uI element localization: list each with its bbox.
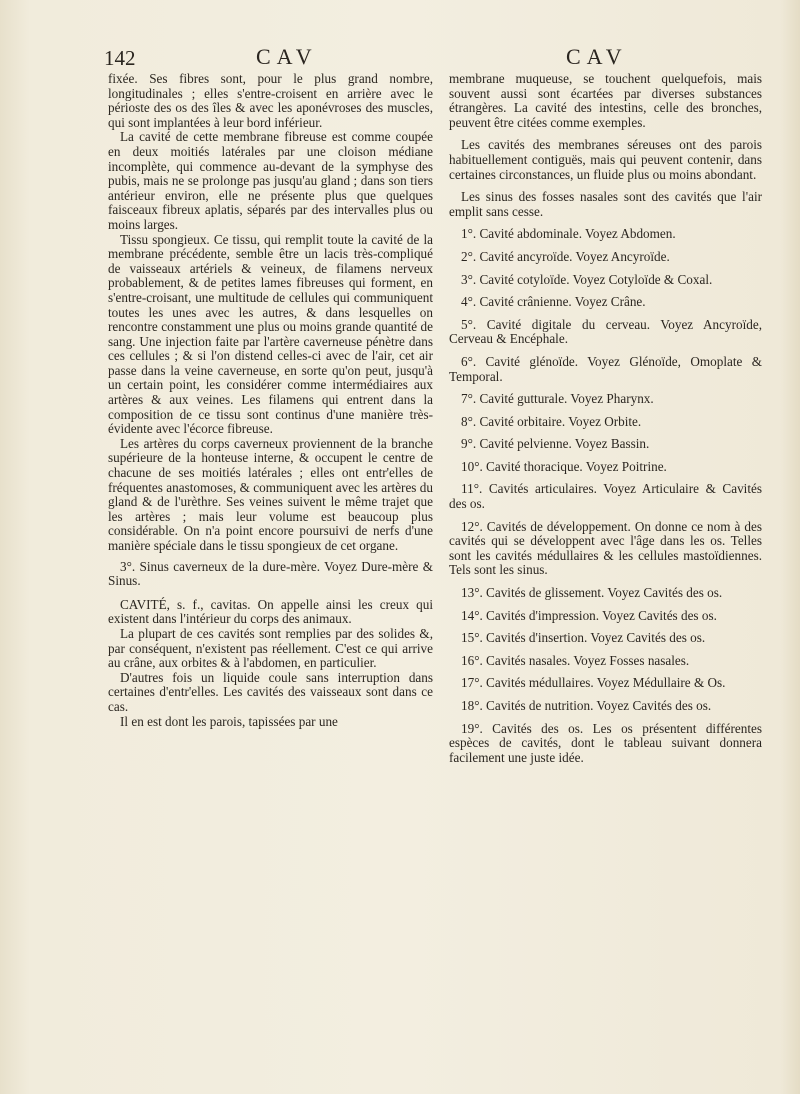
paragraph: Les cavités des membranes séreuses ont des parois habituellement contiguës, mais qui peuvent contenir, dans certaines circonstances, un fluide plus ou moins abondant. <box>449 137 762 182</box>
right-running-title: CAV <box>566 44 628 69</box>
paragraph: Les artères du corps caverneux proviennent de la branche supérieure de la honteuse interne, & occupent le centre de chacune de ses moitiés latérales ; elles ont entr'elles de fréquentes anastomoses, & communiquent avec les artères du gland & de l'urèthre. Ses veines suivent le même trajet que les artères ; mais leur volume est beaucoup plus considérable. On n'a point encore poursuivi de nerfs d'une manière spéciale dans le tissu spongieux de cet organe. <box>108 435 433 553</box>
right-column <box>449 72 762 765</box>
page-number: 142 <box>104 46 136 70</box>
paragraph: Les sinus des fosses nasales sont des cavités que l'air emplit sans cesse. <box>449 189 762 219</box>
list-item: 1°. Cavité abdominale. Voyez Abdomen. <box>461 226 676 242</box>
list-item: 8°. Cavité orbitaire. Voyez Orbite. <box>461 413 642 429</box>
paragraph: Tissu spongieux. Ce tissu, qui remplit toute la cavité de la membrane précédente, semble être un lacis très-compliqué de vaisseaux artériels & veineux, de filamens nerveux probablement, & de petites lames fibreuses qui forment, en s'entre-croisant, une multitude de cellules qui communiquent toutes les unes avec les autres, & dans lesquelles on rencontre constamment une plus ou moins grande quantité de sang. Une injection faite par l'artère caverneuse pénètre dans ces cellules ; & si l'on distend celles-ci avec de l'air, cet air passe dans la veine caverneuse, en sorte qu'on peut, jusqu'à un certain point, les considérer comme intermédiaires aux artères & aux veines. Les filamens qui entrent dans la composition de ce tissu sont continus d'une manière très-évidente avec l'écorce fibreuse. <box>108 231 433 437</box>
paragraph: Il en est dont les parois, tapissées par une <box>120 713 338 729</box>
list-item: 14°. Cavités d'impression. Voyez Cavités des os. <box>461 607 717 623</box>
list-item: 18°. Cavités de nutrition. Voyez Cavités des os. <box>461 698 712 713</box>
list-item: 10°. Cavité thoracique. Voyez Poitrine. <box>461 458 667 474</box>
list-item: 6°. Cavité glénoïde. Voyez Glénoïde, Omoplate & Temporal. <box>449 353 762 384</box>
paragraph: La plupart de ces cavités sont remplies par des solides &, par conséquent, n'existent pas réellement. C'est ce qui arrive au crâne, aux orbites & à l'abdomen, en particulier. <box>108 625 433 671</box>
list-item: 7°. Cavité gutturale. Voyez Pharynx. <box>461 391 654 407</box>
list-item: 2°. Cavité ancyroïde. Voyez Ancyroïde. <box>461 248 670 264</box>
paragraph: D'autres fois un liquide coule sans interruption dans certaines d'entr'elles. Les cavités des vaisseaux sont dans ce cas. <box>108 669 433 714</box>
list-item: 4°. Cavité crânienne. Voyez Crâne. <box>461 294 646 310</box>
list-item: 16°. Cavités nasales. Voyez Fosses nasales. <box>461 652 690 668</box>
paragraph: membrane muqueuse, se touchent quelquefois, mais souvent aussi sont écartées par diverses substances étrangères. La cavité des intestins, celle des bronches, peuvent être citées comme exemples. <box>449 71 762 130</box>
list-item: 12°. Cavités de développement. On donne ce nom à des cavités qui se développent avec l'âge dans les os. Telles sont les cavités médullaires & les cellules mastoïdiennes. Tels sont les sinus. <box>449 518 762 578</box>
paragraph: fixée. Ses fibres sont, pour le plus grand nombre, longitudinales ; elles s'entre-croisent en arrière avec le périoste des os des îles & avec les aponévroses des muscles, qui sont implantées à leur bord inférieur. <box>108 71 433 130</box>
list-item: 13°. Cavités de glissement. Voyez Cavités des os. <box>461 585 723 601</box>
entry-sinus: 3°. Sinus caverneux de la dure-mère. Voyez Dure-mère & Sinus. <box>108 558 433 589</box>
list-item: 11°. Cavités articulaires. Voyez Articulaire & Cavités des os. <box>449 481 762 512</box>
list-item: 17°. Cavités médullaires. Voyez Médullaire & Os. <box>461 675 726 691</box>
list-item: 9°. Cavité pelvienne. Voyez Bassin. <box>461 436 650 452</box>
entry-cavite: CAVITÉ, s. f., cavitas. On appelle ainsi les creux qui existent dans l'intérieur du corps des animaux. <box>108 596 433 627</box>
list-item: 19°. Cavités des os. Les os présentent différentes espèces de cavités, dont le tableau suivant donnera facilement une juste idée. <box>449 720 762 765</box>
left-column <box>108 72 433 729</box>
list-item: 15°. Cavités d'insertion. Voyez Cavités des os. <box>461 630 706 646</box>
paragraph: La cavité de cette membrane fibreuse est comme coupée en deux moitiés latérales par une cloison médiane incomplète, qui commence au-devant de la symphyse des pubis, mais ne se prolonge pas jusqu'au gland ; dans son tiers antérieur environ, elle ne présente plus que quelques faisceaux fibreux aplatis, séparés par des intervalles plus ou moins larges. <box>108 129 433 232</box>
left-running-title: CAV <box>256 44 318 69</box>
list-item: 5°. Cavité digitale du cerveau. Voyez Ancyroïde, Cerveau & Encéphale. <box>449 316 762 347</box>
list-item: 3°. Cavité cotyloïde. Voyez Cotyloïde & Coxal. <box>461 271 713 287</box>
